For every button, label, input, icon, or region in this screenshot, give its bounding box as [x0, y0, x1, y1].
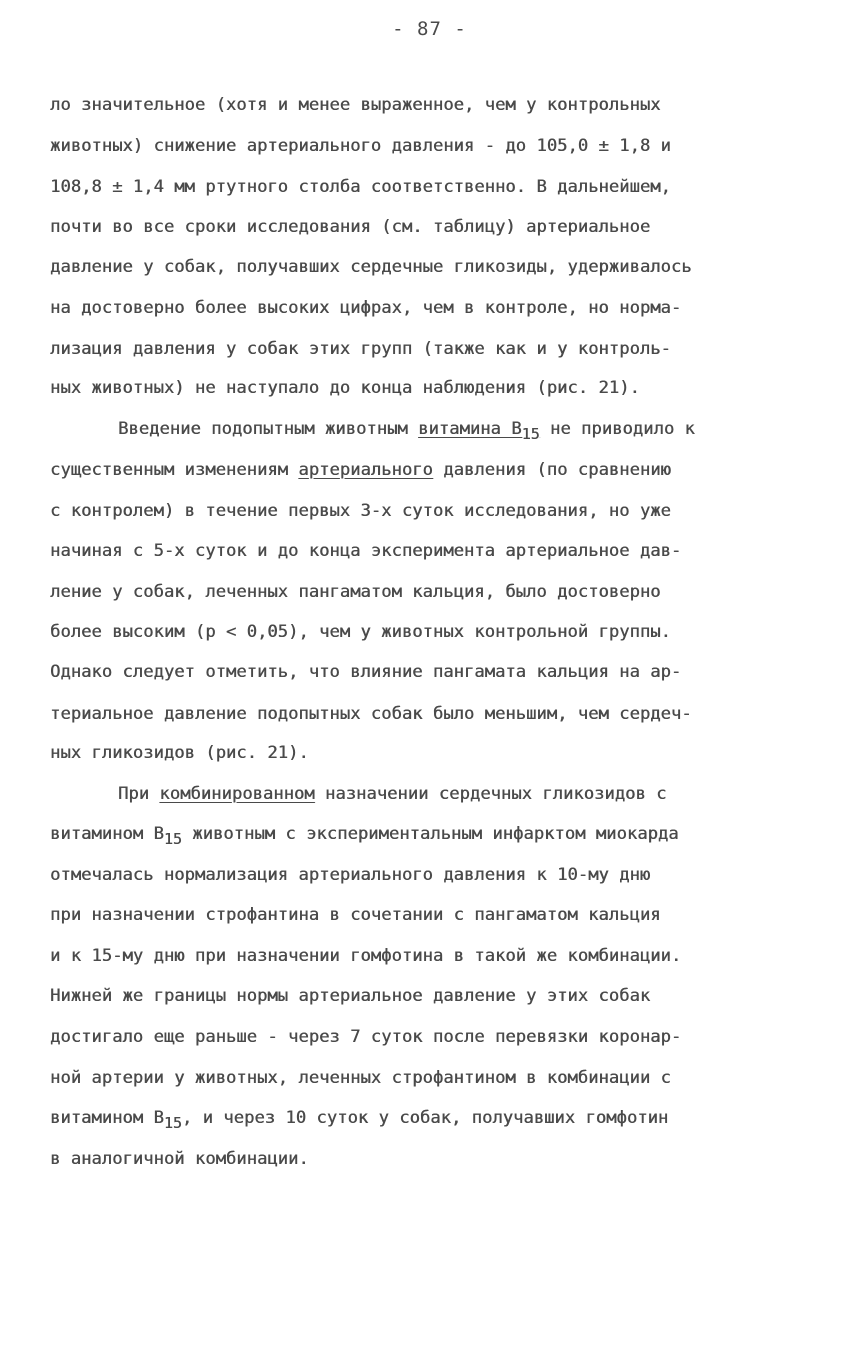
text-span: не приводило к [539, 419, 695, 439]
text-span: витамина B [418, 419, 522, 439]
underlined-text: артериального [298, 460, 433, 480]
text-line: более высоким (р < 0,05), чем у животных контрольной группы. [50, 622, 671, 642]
text-span: назначении сердечных гликозидов с [314, 784, 667, 804]
underlined-text: комбинированном [159, 784, 315, 804]
text-line: почти во все сроки исследования (см. таблицу) артериальное [50, 217, 651, 237]
text-span: существенным изменениям [50, 460, 299, 480]
text-line: Однако следует отметить, что влияние пангамата кальция на ар- [50, 662, 682, 682]
text-span: , и через 10 суток у собак, получавших гомфотин [181, 1108, 669, 1128]
text-span: животным с экспериментальным инфарктом миокарда [181, 824, 679, 844]
text-line: при назначении строфантина в сочетании с пангаматом кальция [50, 905, 661, 925]
text-line: 108,8 ± 1,4 мм ртутного столба соответственно. В дальнейшем, [50, 177, 671, 197]
text-line [50, 459, 820, 481]
text-span: давления (по сравнению [432, 460, 671, 480]
subscript: 15 [163, 1114, 182, 1132]
text-line: на достоверно более высоких цифрах, чем в контроле, но норма- [50, 298, 682, 318]
text-span: витамином B [50, 824, 164, 844]
page-number: - 87 - [392, 18, 467, 40]
underlined-text [418, 419, 540, 443]
text-line: ной артерии у животных, леченных строфантином в комбинации с [50, 1068, 671, 1088]
text-span: При [118, 784, 160, 804]
text-line: Нижней же границы нормы артериальное давление у этих собак [50, 986, 651, 1006]
text-line [50, 823, 820, 848]
text-line: давление у собак, получавших сердечные гликозиды, удерживалось [50, 257, 692, 277]
text-line: ных гликозидов (рис. 21). [50, 743, 309, 763]
text-line: ных животных) не наступало до конца наблюдения (рис. 21). [50, 378, 640, 398]
text-line: отмечалась нормализация артериального давления к 10-му дню [50, 865, 651, 885]
text-span: витамином B [50, 1108, 164, 1128]
text-line: начиная с 5-х суток и до конца эксперимента артериальное дав- [50, 541, 682, 561]
text-line: териальное давление подопытных собак было меньшим, чем сердеч- [50, 704, 692, 724]
text-span: Введение подопытным животным [118, 419, 419, 439]
subscript: 15 [521, 425, 540, 443]
text-line: достигало еще раньше - через 7 суток после перевязки коронар- [50, 1027, 682, 1047]
text-line: ло значительное (хотя и менее выраженное, чем у контрольных [50, 95, 661, 115]
text-line: и к 15-му дню при назначении гомфотина в такой же комбинации. [50, 946, 682, 966]
text-line: ление у собак, леченных пангаматом кальция, было достоверно [50, 582, 661, 602]
text-line: в аналогичной комбинации. [50, 1149, 309, 1169]
text-line [50, 1107, 820, 1132]
paragraph-start-line [118, 418, 859, 443]
paragraph-start-line [118, 783, 859, 805]
subscript: 15 [163, 830, 182, 848]
text-line: с контролем) в течение первых 3-х суток исследования, но уже [50, 501, 671, 521]
text-line: лизация давления у собак этих групп (также как и у контроль- [50, 339, 671, 359]
text-line: животных) снижение артериального давления - до 105,0 ± 1,8 и [50, 136, 671, 156]
